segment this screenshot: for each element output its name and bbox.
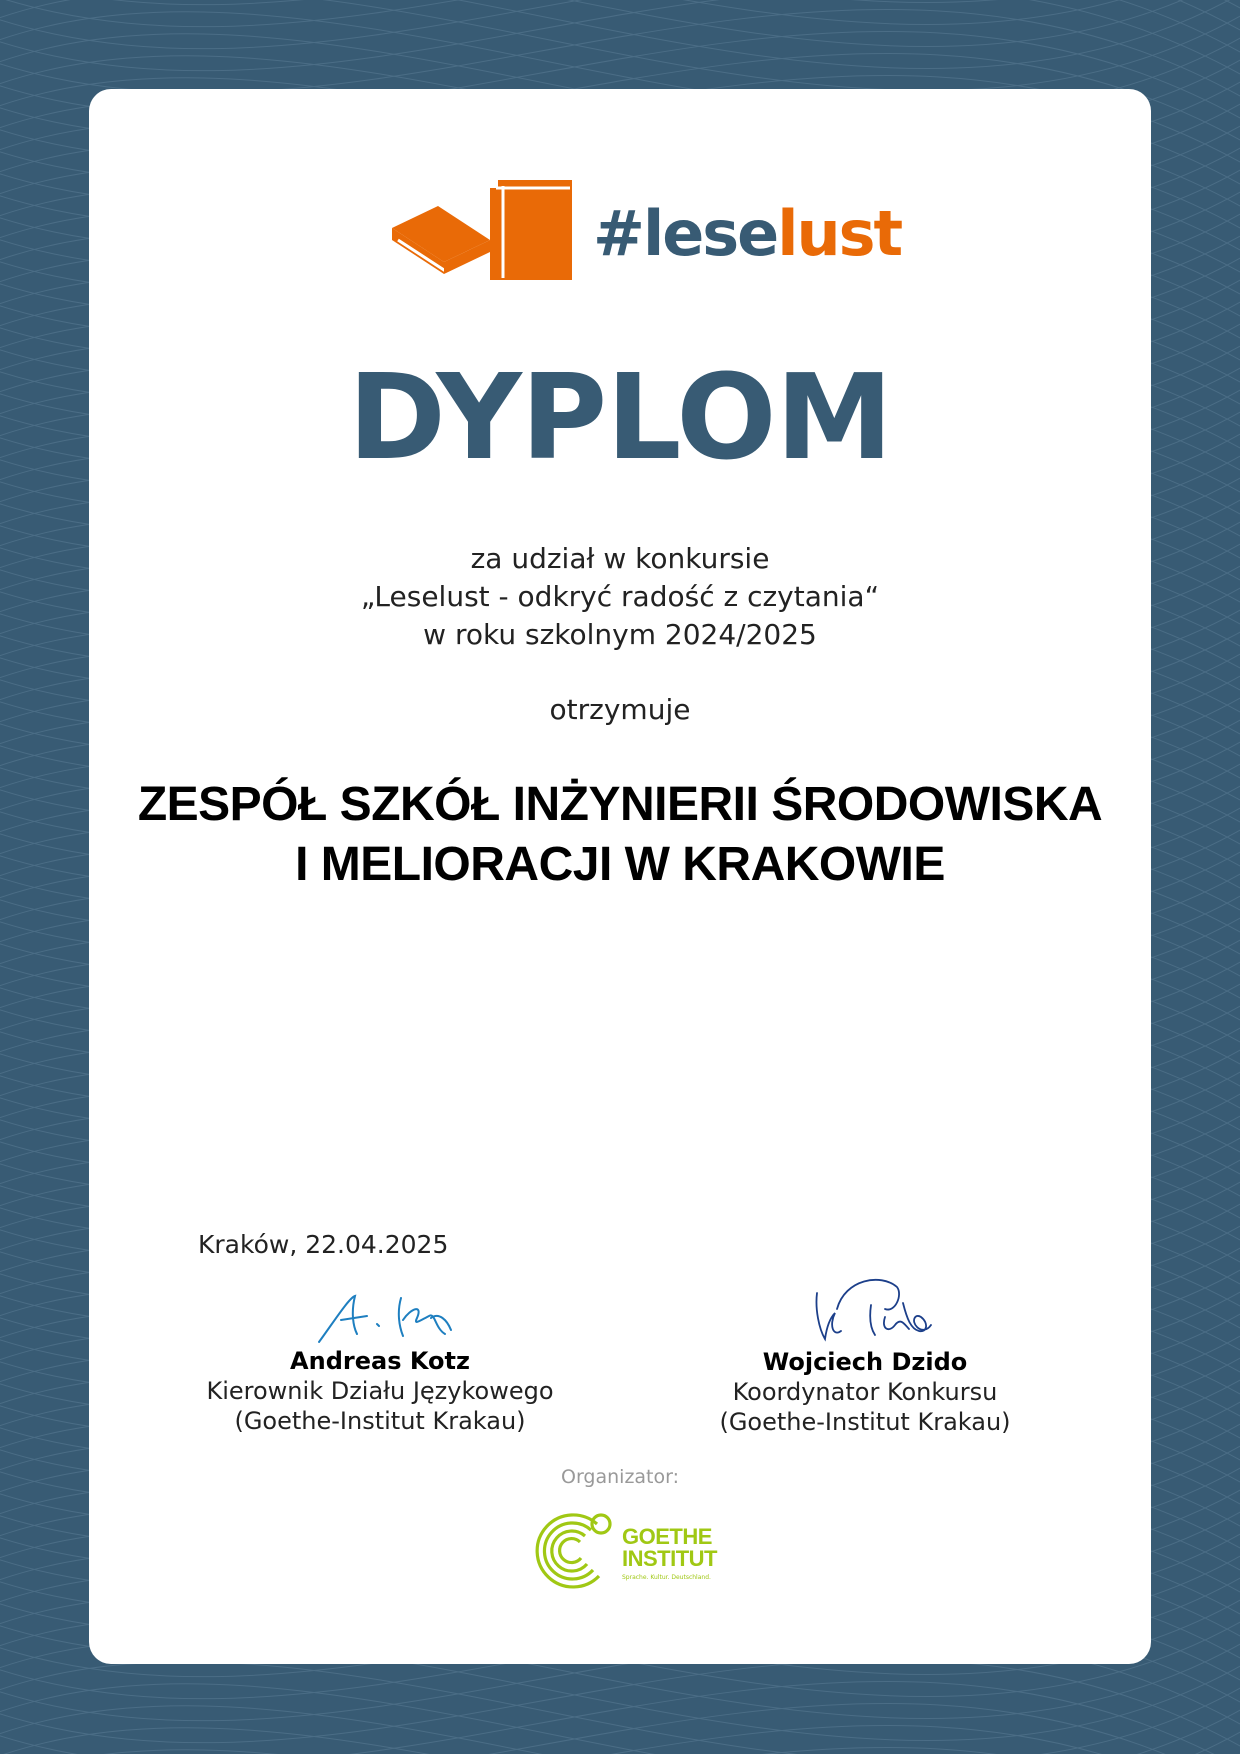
- goethe-institut-logo: [533, 1510, 717, 1592]
- books-icon: [390, 178, 590, 288]
- goethe-line: GOETHE: [622, 1524, 712, 1549]
- leselust-logo: [390, 178, 902, 288]
- signature-wojciech-dzido: [785, 1265, 945, 1347]
- recipient-line: I MELIORACJI W KRAKOWIE: [295, 838, 945, 891]
- description-line: „Leselust - odkryć radość z czytania“: [360, 580, 880, 613]
- signer-name: Wojciech Dzido: [762, 1348, 968, 1376]
- description-line: w roku szkolnym 2024/2025: [423, 618, 817, 651]
- goethe-wordmark: [622, 1526, 717, 1570]
- receives-label: otrzymuje: [549, 693, 691, 726]
- leselust-hashtag: #leselust: [593, 197, 902, 270]
- signer-name: Andreas Kotz: [290, 1347, 470, 1375]
- signer-role: Kierownik Działu Językowego: [206, 1377, 554, 1405]
- contest-description: [89, 540, 1151, 654]
- signer-block-right: [700, 1265, 1030, 1437]
- description-line: za udział w konkursie: [470, 542, 770, 575]
- signer-role: Koordynator Konkursu: [732, 1378, 998, 1406]
- diploma-title: DYPLOM: [347, 348, 892, 486]
- organizer-label: Organizator:: [560, 1466, 680, 1488]
- goethe-line: INSTITUT: [622, 1546, 717, 1571]
- signer-block-left: [200, 1290, 560, 1436]
- signer-organization: (Goethe-Institut Krakau): [719, 1408, 1011, 1436]
- recipient-name: [89, 775, 1151, 895]
- recipient-line: ZESPÓŁ SZKÓŁ INŻYNIERII ŚRODOWISKA: [137, 778, 1103, 831]
- signer-organization: (Goethe-Institut Krakau): [234, 1407, 526, 1435]
- signature-andreas-kotz: [305, 1290, 455, 1346]
- place-date: Kraków, 22.04.2025: [198, 1230, 449, 1259]
- goethe-spiral-icon: [533, 1510, 615, 1592]
- goethe-tagline: Sprache. Kultur. Deutschland.: [622, 1574, 711, 1581]
